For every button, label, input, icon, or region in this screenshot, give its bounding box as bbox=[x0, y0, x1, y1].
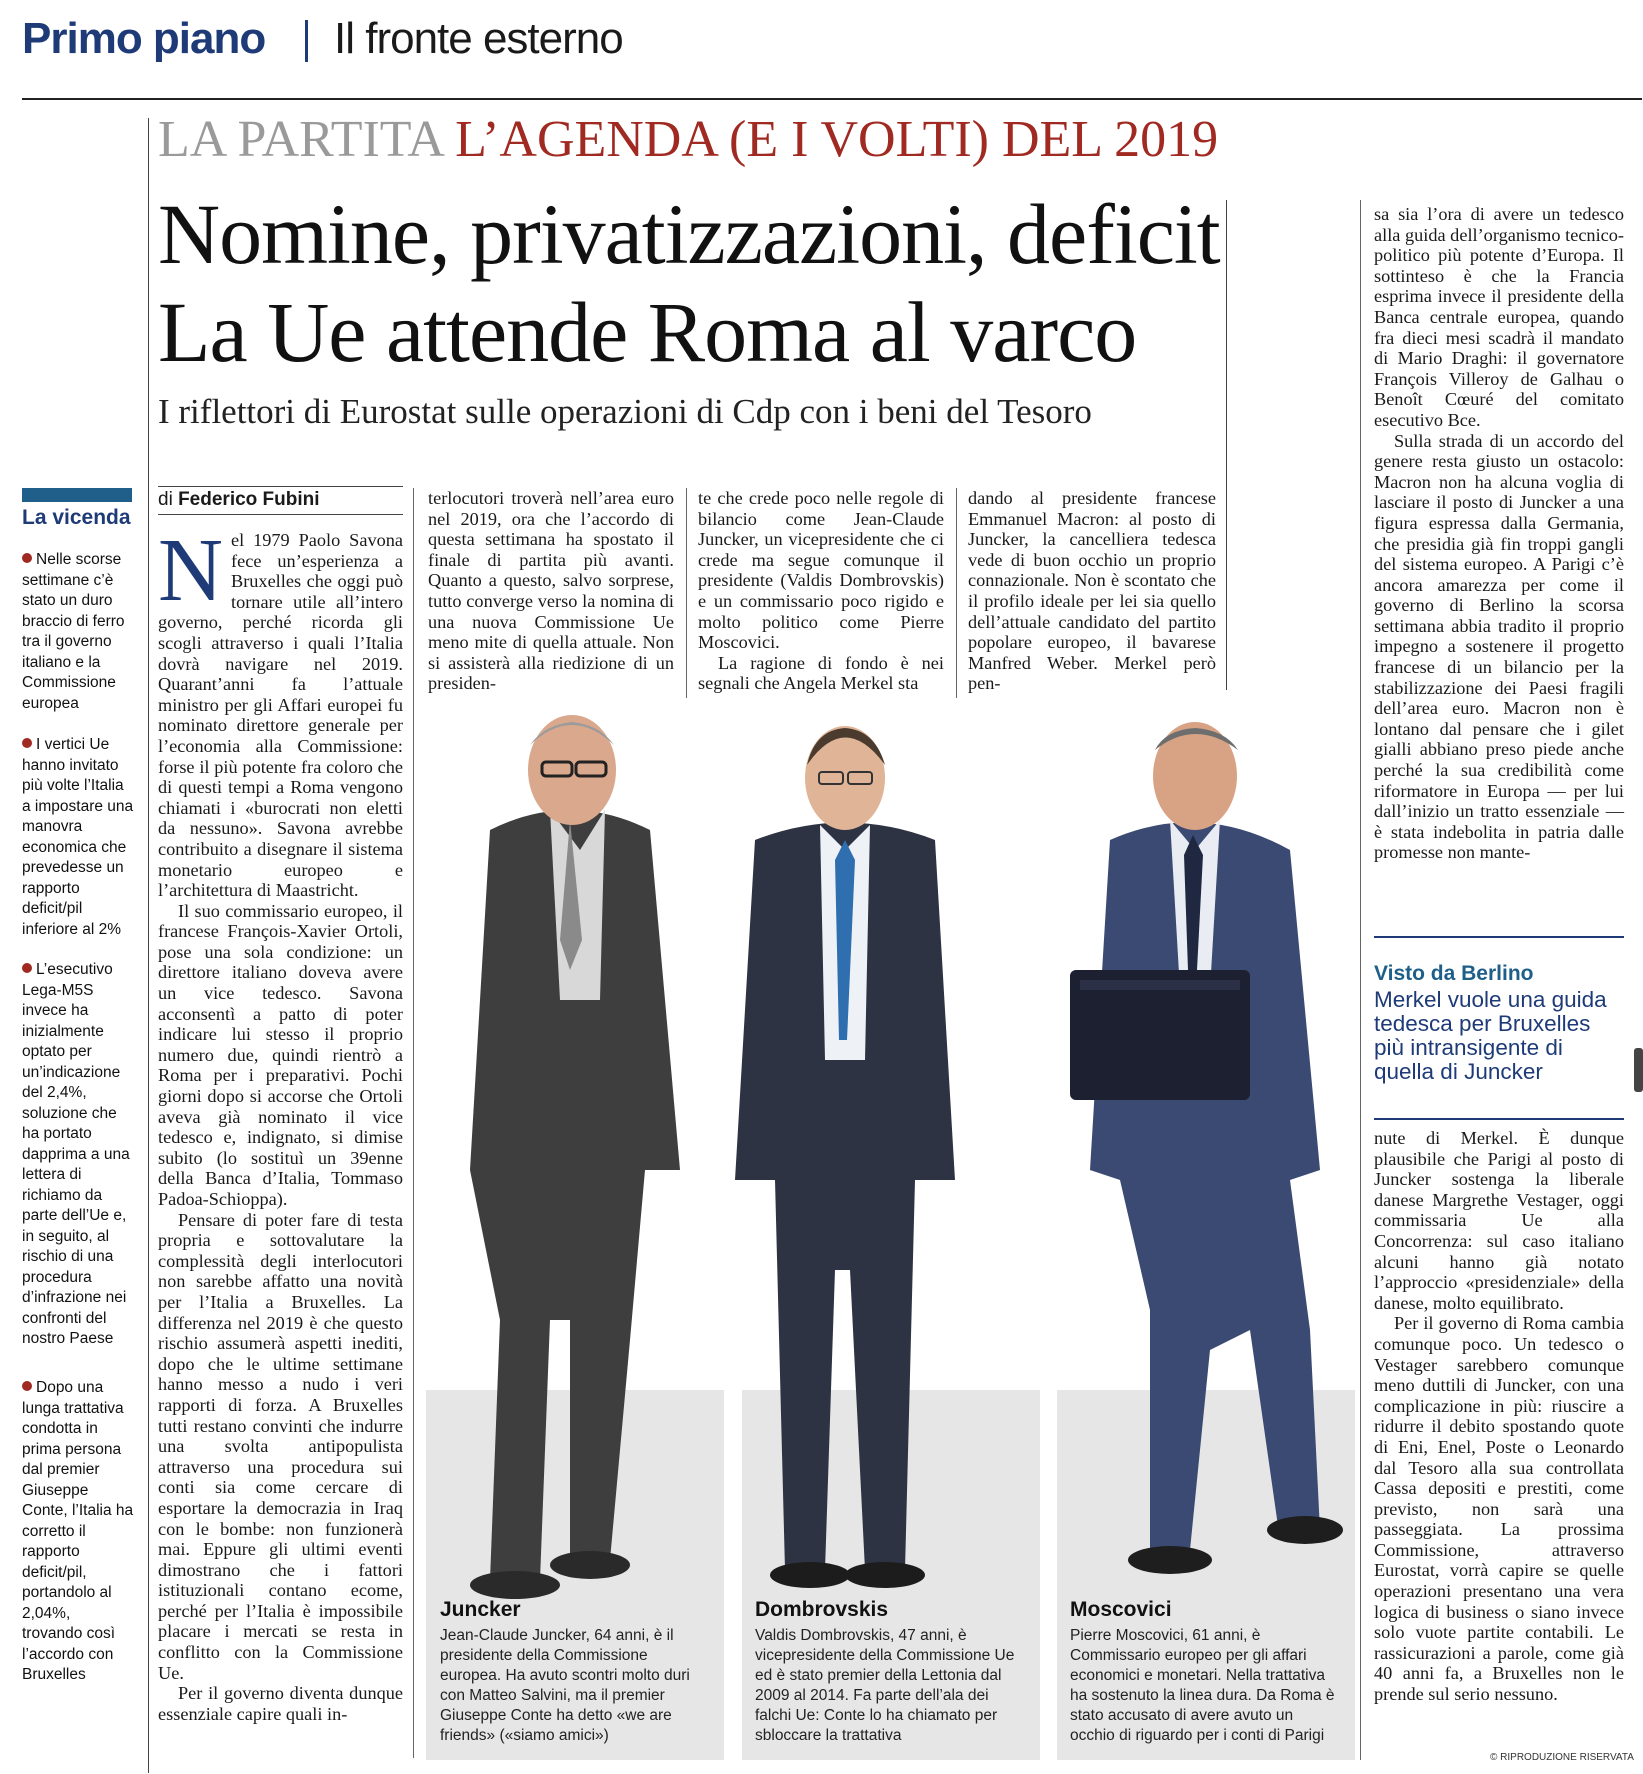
sidebar-item: Dopo una lunga trattativa condotta in prima persona dal premier Giuseppe Conte, l’Italia ha corretto il rapporto deficit/pil, portandolo al 2,04%, trovando così l’accordo con Bruxelles bbox=[22, 1379, 134, 1683]
column-divider bbox=[686, 488, 687, 698]
photo-caption-name: Moscovici bbox=[1070, 1598, 1172, 1621]
bullet-icon bbox=[22, 963, 32, 973]
byline-rule bbox=[158, 486, 403, 487]
sidebar-divider bbox=[148, 118, 149, 1773]
juncker-photo bbox=[430, 700, 710, 1600]
byline: di Federico Fubini bbox=[158, 489, 320, 510]
kicker-label: LA PARTITA bbox=[158, 111, 443, 168]
headline-line-2: La Ue attende Roma al varco bbox=[158, 284, 1137, 380]
drop-cap: N bbox=[158, 521, 223, 620]
column-divider bbox=[413, 488, 414, 1758]
section-subtitle: Il fronte esterno bbox=[334, 14, 623, 63]
article-column-2: terlocutori troverà nell’area euro nel 2019, ora che l’accordo di questa settimana ha spostato il finale di partita più avanti. Quanto a questo, salvo sorprese, tutto converge verso la nomina di una nuova Commissione Ue meno mite di quella attuale. Non si assisterà alla riedizione di un presiden- bbox=[428, 488, 674, 694]
box-text: Merkel vuole una guida tedesca per Bruxelles più intransigente di quella di Juncker bbox=[1374, 987, 1607, 1084]
bullet-icon bbox=[22, 553, 32, 563]
article-column-6: nute di Merkel. È dunque plausibile che Parigi al posto di Juncker sostenga la liberale danese Margrethe Vestager, oggi commissaria Ue alla Concorrenza: sul caso italiano alcuni hanno già notato l’approccio «presidenziale» della danese, molto equilibrato. Per il governo di Roma cambia comunque poco. Un tedesco o Vestager sarebbero comunque meno duttili di Juncker, con una complicazione in più: riuscire a ridurre il debito spostando quote di Eni, Enel, Poste o Leonardo dal Tesoro alla sua controllata Cassa depositi e prestiti, come previsto, non sarà una passeggiata. La prossima Commissione, attraverso Eurostat, vorrà capire se quelle operazioni presentano una vera logica di business o siano invece solo vuote partite contabili. Le rassicurazioni a parole, come già 40 anni fa, a Bruxelles non le prende sul serio nessuno. bbox=[1374, 1128, 1624, 1705]
photo-caption: Valdis Dombrovskis, 47 anni, è vicepresidente della Commissione Ue ed è stato premier della Lettonia dal 2009 al 2014. Fa parte dell’ala dei falchi Ue: Conte lo ha chiamato per sbloccare la trattativa bbox=[755, 1627, 1015, 1744]
sidebar-title: La vicenda bbox=[22, 506, 131, 529]
headline-line-1: Nomine, privatizzazioni, deficit bbox=[158, 186, 1220, 282]
bullet-icon bbox=[22, 738, 32, 748]
photo-caption: Pierre Moscovici, 61 anni, è Commissario europeo per gli affari economici e monetari. Nella trattativa ha sostenuto la linea dura. Da Roma è stato accusato di avere avuto un occhio di riguardo per i conti di Parigi bbox=[1070, 1627, 1335, 1744]
byline-author: Federico Fubini bbox=[178, 489, 320, 510]
kicker bbox=[158, 110, 1218, 169]
photo-caption: Jean-Claude Juncker, 64 anni, è il presidente della Commissione europea. Ha avuto scontri molto duri con Matteo Salvini, ma il premier Giuseppe Conte ha detto «we are friends» («siamo amici») bbox=[440, 1627, 690, 1744]
copyright: © RIPRODUZIONE RISERVATA bbox=[1490, 1752, 1634, 1763]
byline-rule bbox=[158, 514, 403, 515]
sidebar-accent-bar bbox=[22, 488, 132, 502]
article-column-1: Nel 1979 Paolo Savona fece un’esperienza a Bruxelles che oggi può tornare utile all’intero governo, perché ricorda gli scogli attraverso i quali l’Italia dovrà navigare nel 2019. Quarant’anni fa l’attuale ministro per gli Affari europei fu nominato direttore generale per l’economia alla Commissione: forse il più potente fra coloro che di questi tempi a Roma vengono chiamati i «burocrati non eletti da nessuno». Savona avrebbe contribuito a disegnare il sistema monetario europeo e l’architettura di Maastricht. Il suo commissario europeo, il francese François-Xavier Ortoli, pose una sola condizione: un direttore italiano doveva avere un vice tedesco. Savona acconsentì a patto di poter indicare lui stesso il proprio numero due, quindi rientrò a Roma per i preparativi. Pochi giorni dopo si accorse che Ortoli aveva già nominato il vice tedesco e, indignato, si dimise subito (lo sostituì un 39enne della Banca d’Italia, Tommaso Padoa-Schioppa). Pensare di poter fare di testa propria e sottovalutare la complessità degli interlocutori non sarebbe affatto una novità per l’Italia a Bruxelles. La differenza nel 2019 è che questo rischio assumerà aspetti inediti, dopo che le ultime settimane hanno messo a nudo i veri rapporti di forza. A Bruxelles tutti restano convinti che indurre una svolta antipopulista attraverso una procedura sui conti sia come cercare di esportare la democrazia in Iraq con le bombe: non funzionerà mai. Eppure gli ultimi eventi dimostrano che i fattori istituzionali contano ecome, perché per l’Italia è impossibile placare i mercati se resta in conflitto con la Commissione Ue. Per il governo diventa dunque essenziale capire quali in- bbox=[158, 521, 403, 1724]
column-divider bbox=[956, 488, 957, 698]
column-divider bbox=[1360, 200, 1361, 1760]
box-title: Visto da Berlino bbox=[1374, 962, 1534, 985]
section-separator bbox=[305, 20, 308, 62]
subheadline: I riflettori di Eurostat sulle operazioni di Cdp con i beni del Tesoro bbox=[158, 392, 1092, 431]
scroll-handle[interactable] bbox=[1634, 1048, 1643, 1092]
headline bbox=[158, 185, 1228, 381]
bullet-icon bbox=[22, 1381, 32, 1391]
sidebar-item: L’esecutivo Lega-M5S invece ha inizialmente optato per un’indicazione del 2,4%, soluzione che ha portato dapprima a una lettera di richiamo da parte dell’Ue e, in seguito, al rischio di una procedura d’infrazione nei confronti del nostro Paese bbox=[22, 961, 130, 1347]
box-rule bbox=[1374, 1118, 1624, 1120]
article-column-5: sa sia l’ora di avere un tedesco alla guida dell’organismo tecnico-politico più potente d’Europa. Il sottinteso è che la Francia esprima invece il presidente della Banca centrale europea, quando fra dieci mesi scadrà il mandato di Mario Draghi: il governatore François Villeroy de Galhau o Benoît Cœuré del comitato esecutivo Bce. Sulla strada di un accordo del genere resta giusto un ostacolo: Macron non ha alcuna voglia di lasciare il posto di Juncker a una figura espressa dalla Germania, che presidia già fin troppi gangli del sistema europeo. A Parigi c’è ancora amarezza per come il governo di Berlino la scorsa settimana abbia tradito il proprio impegno a sostenere il progetto francese di un bilancio per la stabilizzazione dei Paesi fragili dell’area euro. Macron non è lontano dal pensare che i gilet gialli abbiano preso piede anche perché la sua credibilità come riformatore in Europa — per lui dall’inizio un tratto essenziale — è stata indebolita in patria dalle promesse non mante- bbox=[1374, 204, 1624, 863]
dombrovskis-photo bbox=[715, 710, 975, 1590]
article-column-3: te che crede poco nelle regole di bilancio come Jean-Claude Juncker, un vicepresidente che ci crede ma segue comunque il presidente (Valdis Dombrovskis) e un commissario poco rigido e molto politico come Pierre Moscovici. La ragione di fondo è nei segnali che Angela Merkel sta bbox=[698, 488, 944, 694]
article-column-4: dando al presidente francese Emmanuel Macron: al posto di Juncker, la cancelliera tedesca vede di buon occhio un proprio connazionale. Non è scontato che il profilo ideale per lei sia quello dell’attuale candidato del partito popolare europeo, il bavarese Manfred Weber. Merkel però pen- bbox=[968, 488, 1216, 694]
sidebar-item: Nelle scorse settimane c’è stato un duro braccio di ferro tra il governo italiano e la Commissione europea bbox=[22, 551, 125, 712]
box-rule bbox=[1374, 936, 1624, 938]
section-title: Primo piano bbox=[22, 14, 266, 63]
sidebar-item: I vertici Ue hanno invitato più volte l’Italia a impostare una manovra economica che prevedesse un rapporto deficit/pil inferiore al 2% bbox=[22, 736, 134, 938]
kicker-title: L’AGENDA (E I VOLTI) DEL 2019 bbox=[455, 111, 1219, 168]
column-divider bbox=[1226, 200, 1227, 690]
photo-caption-name: Dombrovskis bbox=[755, 1598, 889, 1621]
photo-caption-name: Juncker bbox=[440, 1598, 521, 1621]
header-rule bbox=[22, 98, 1642, 100]
moscovici-photo bbox=[1060, 710, 1350, 1590]
